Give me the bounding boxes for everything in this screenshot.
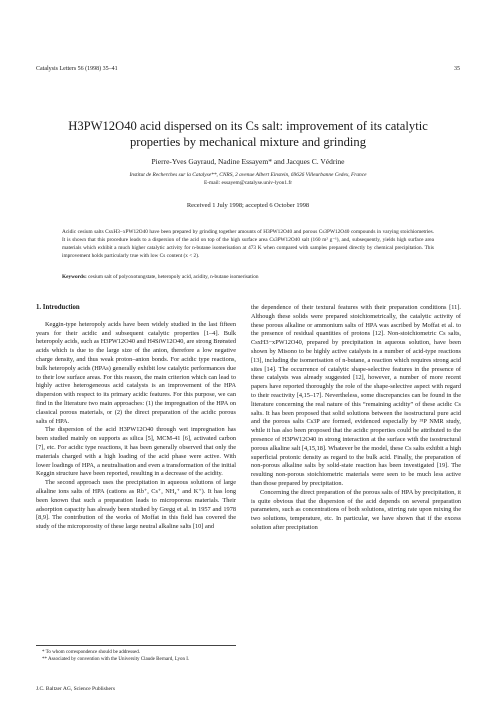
page-number: 35 [454,66,460,72]
keywords-line [62,273,434,281]
affiliation-block [36,172,460,187]
footnote: ** Associated by convention with the University Claude Bernard, Lyon I. [42,657,190,662]
publisher-line: J.C. Baltzer AG, Science Publishers [36,686,115,692]
paragraph: The dispersion of the acid H3PW12O40 through wet impregnation has been studied mainly on supports as silica [5], MCM-41 [6], activated carbon [7], etc. For acidic type reactions, it has been generally observed that only the materials charged with a high loading of the acid phase were active. With lower loadings of HPA, a neutralisation and even a transformation of the initial Keggin structure have been reported, resulting in a decrease of the acidity. [36,426,236,478]
paragraph: Concerning the direct preparation of the porous salts of HPA by precipitation, it is quite obvious that the dispersion of the acid depends on several preparation parameters, such as concentrations of both solutions, stirring rate upon mixing the two solutions, temperature, etc. In particular, we have shown that if the excess solution after precipitation [251,488,461,531]
left-column [36,304,236,532]
footnote: * To whom correspondence should be addressed. [42,650,141,655]
author-list: Pierre-Yves Gayraud, Nadine Essayem* and Jacques C. Védrine [151,157,345,166]
keywords-label: Keywords: [62,274,87,280]
keywords: cesium salt of polyoxotungstate, heteropoly acid, acidity, n-butane isomerisation [88,274,259,280]
affiliation: Institut de Recherches sur la Catalyse**, CNRS, 2 avenue Albert Einstein, 69626 Villeurbanne Cedex, France [129,172,367,178]
right-column [251,304,461,533]
running-header [36,66,460,72]
section-heading: 1. Introduction [36,304,80,311]
paper-title: H3PW12O40 acid dispersed on its Cs salt: improvement of its catalytic properties by mechanical mixture and grinding [68,119,428,149]
paragraph: The second approach uses the precipitation in aqueous solutions of large alkaline ions salts of HPA (cations as Rb⁺, Cs⁺, NH₄⁺ and K⁺). It has long been known that such a preparation leads to microporous materials. Their adsorption capacity has already been studied by Gregg et al. in 1957 and 1978 [8,9]. The contribution of the works of Moffat in this field has covered the study of the microporosity of these large neutral alkaline salts [10] and [36,479,236,531]
email: E-mail: essayem@catalyse.univ-lyon1.fr [203,179,293,186]
journal-citation: Catalysis Letters 56 (1998) 35–41 [36,66,118,72]
received-dates: Received 1 July 1998; accepted 6 October 1998 [186,202,310,209]
footnotes [36,645,236,663]
paragraph: Keggin-type heteropoly acids have been widely studied in the last fifteen years for their acidic and subsequent catalytic properties [1–4]. Bulk heteropoly acids, such as H3PW12O40 and H4SiW12O40, are strong Brønsted acids which is due to the large size of the anion, therefore a low negative charge density, and thus weak proton–anion bonds. For acidic type reactions, bulk heteropoly acids (HPAs) generally exhibit low catalytic performances due to their low surface areas. For this reason, the main criterion which can lead to highly active heterogeneous acid catalysts is an improvement of the HPA dispersion with respect to its primary acidic features. For this purpose, we can find in the literature two main approaches: (1) the impregnation of the HPA on classical porous materials, or (2) the direct preparation of the acidic porous salts of HPA. [36,320,236,425]
abstract: Acidic cesium salts CsxH3−xPW12O40 have been prepared by grinding together amounts of H3PW12O40 and porous Cs3PW12O40 compounds in varying stoichiometries. It is shown that this procedure leads to a dispersion of the acid on top of the high surface area Cs3PW12O40 salt (160 m² g⁻¹), and, subsequently, yields high surface area materials which exhibit a much higher catalytic activity for n-butane isomerisation at 473 K when compared with samples prepared directly by chemical precipitation. This improvement holds particularly true with low Cs content (x < 2). [62,229,434,259]
paragraph: the dependence of their textural features with their preparation conditions [11]. Although these solids were prepared stoichiometrically, the catalytic activity of these porous alkaline or ammonium salts of HPA was ascribed by Moffat et al. to the presence of residual quantities of protons [12]. Non-stoichiometric Cs salts, CsxH3−xPW12O40, prepared by precipitation in aqueous solution, have been shown by Misono to be highly active catalysts in a number of acid-type reactions [13], including the isomerisation of n-butane, a reaction which requires strong acid sites [14]. The occurrence of catalytic shape-selective features in the presence of these catalysts was already suggested [12], however, a number of more recent papers have reported thoroughly the role of the shape-selective aspect with regard to their reactivity [4,15–17]. Nevertheless, some discrepancies can be found in the literature concerning the real nature of this “remaining acidity” of these acidic Cs salts. It has been proposed that solid solutions between the isostructural pure acid and the porous salts Cs3P are formed, evidenced especially by ³¹P NMR study, while it has also been proposed that the acidic properties could be attributed to the presence of H3PW12O40 in strong interaction at the surface with the isostructural porous alkaline salt [4,15,18]. Whatever be the model, these Cs salts exhibit a high superficial protonic density as regard to the bulk acid. Finally, the preparation of non-porous alkaline salts by solid-state reaction has been investigated [19]. The resulting non-porous stoichiometric materials were seen to be much less active than those prepared by precipitation. [251,304,461,487]
